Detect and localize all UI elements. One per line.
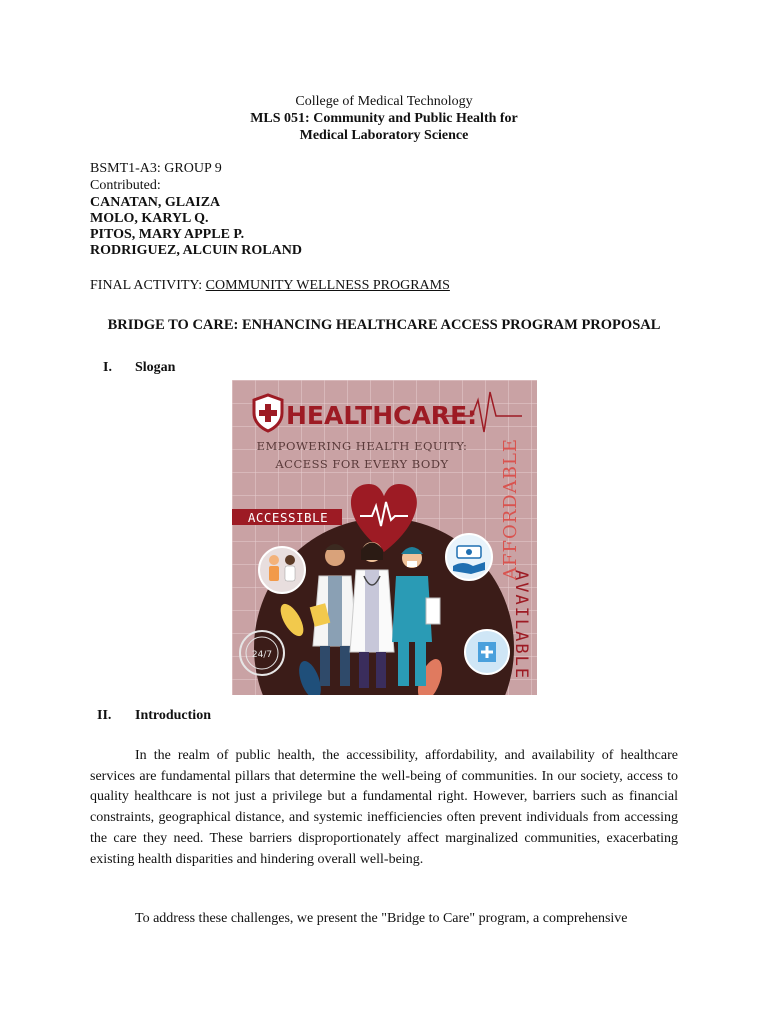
section-title-slogan: Slogan [135, 360, 176, 375]
final-activity-line [90, 277, 450, 294]
poster-subtitle-line2: ACCESS FOR EVERY BODY [275, 457, 449, 471]
course-title-line2: Medical Laboratory Science [299, 128, 469, 143]
member-name: MOLO, KARYL Q. [90, 211, 209, 226]
shield-cross-icon [254, 395, 282, 431]
slogan-poster [232, 380, 537, 695]
activity-label: FINAL ACTIVITY: [90, 278, 206, 293]
activity-title: COMMUNITY WELLNESS PROGRAMS [205, 278, 450, 293]
telehealth-icon [465, 630, 509, 674]
poster-subtitle-line1: EMPOWERING HEALTH EQUITY: [256, 439, 468, 453]
member-name: RODRIGUEZ, ALCUIN ROLAND [90, 243, 302, 258]
clock-24-7-text: 24/7 [251, 650, 273, 660]
section-number: I. [103, 360, 112, 375]
introduction-paragraph: In the realm of public health, the accessibility, affordability, and availability of healthcare services are fundamental pillars that determine the well-being of communities. In our society, access to quality healthcare is not just a privilege but a fundamental right. However, barriers such as financial constraints, geographical distance, and systemic inefficiencies often prevent individuals from accessing the care they need. These barriers disproportionately affect marginalized communities, exacerbating existing health disparities and hindering overall well-being. [90, 748, 678, 867]
consultation-icon [259, 547, 305, 593]
poster-title: HEALTHCARE: [286, 401, 478, 430]
contributed-label: Contributed: [90, 178, 161, 193]
group-section: BSMT1-A3: GROUP 9 [90, 161, 222, 176]
section-number: II. [97, 708, 112, 723]
available-text: AVAILABLE [511, 570, 531, 681]
introduction-paragraph: To address these challenges, we present the "Bridge to Care" program, a comprehensive [135, 911, 628, 926]
money-hand-icon [446, 534, 492, 580]
college-name: College of Medical Technology [295, 94, 473, 109]
course-title-line1: MLS 051: Community and Public Health for [250, 111, 518, 126]
member-name: CANATAN, GLAIZA [90, 195, 221, 210]
proposal-title: BRIDGE TO CARE: ENHANCING HEALTHCARE ACCESS PROGRAM PROPOSAL [107, 317, 661, 333]
affordable-text: AFFORDABLE [500, 437, 521, 580]
poster-graphic [232, 380, 537, 695]
member-name: PITOS, MARY APPLE P. [90, 227, 245, 242]
section-title-introduction: Introduction [135, 708, 211, 723]
accessible-text: ACCESSIBLE [247, 510, 329, 525]
